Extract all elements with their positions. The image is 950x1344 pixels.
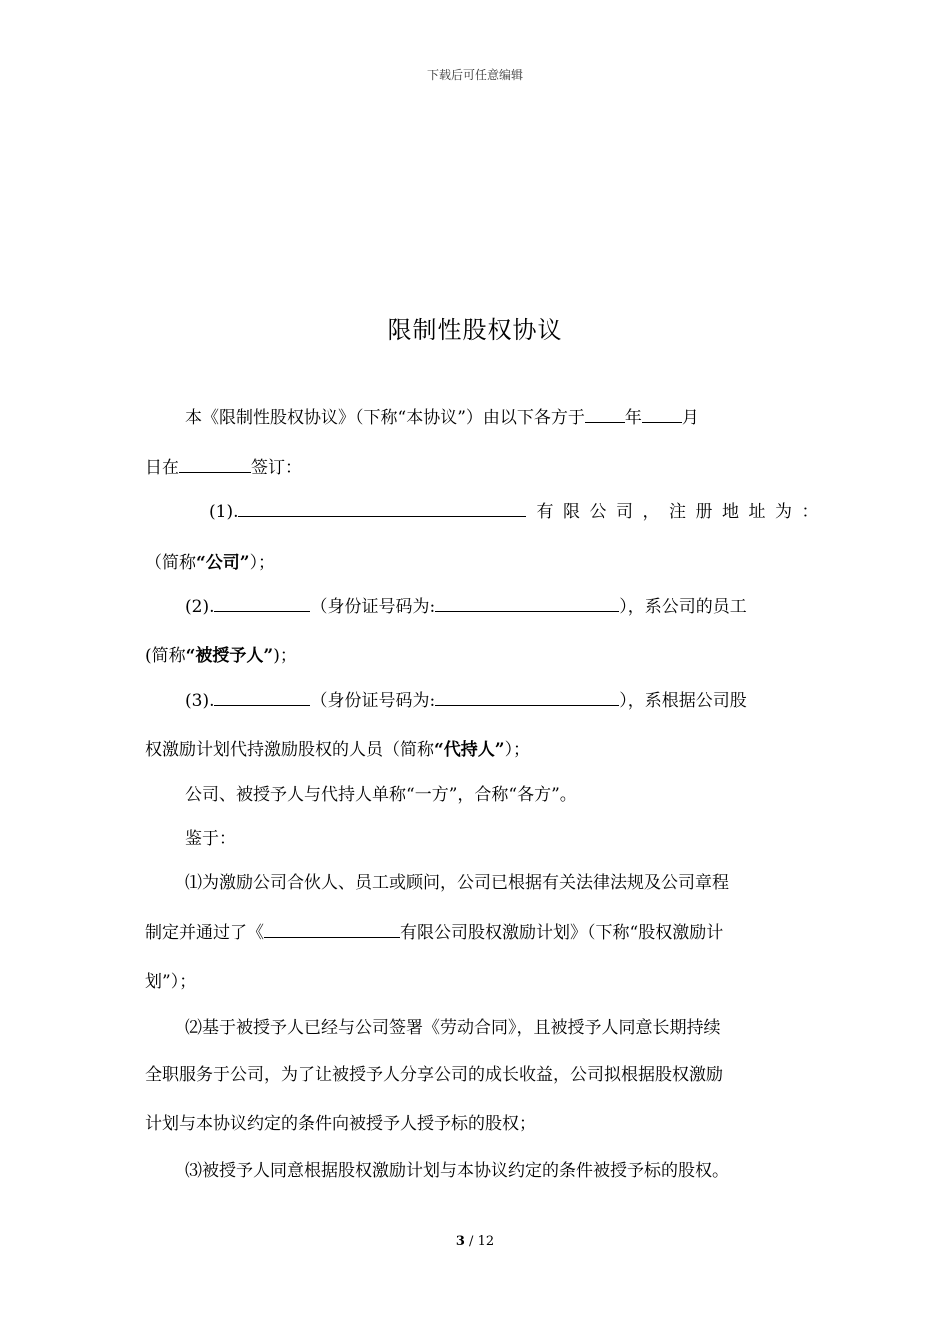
intro-text: 本《限制性股权协议》（下称“本协议”）由以下各方于: [185, 408, 585, 428]
holder-name-blank[interactable]: [214, 691, 310, 706]
party-3-abbr-suffix: ）；: [504, 740, 531, 760]
day-label: 日在: [145, 458, 179, 478]
whereas-1-text-b: 有限公司股权激励计划》（下称“股权激励计: [400, 923, 724, 943]
collective-definition: 公司、被授予人与代持人单称“一方”，合称“各方”。: [185, 785, 577, 805]
grantee-id-blank[interactable]: [435, 597, 619, 612]
current-page: 3: [455, 1234, 465, 1249]
year-label: 年: [624, 408, 642, 428]
whereas-1-line-3: 划”）；: [145, 972, 197, 992]
company-name-blank[interactable]: [238, 502, 526, 517]
party-3-line-1: [145, 686, 845, 711]
place-blank[interactable]: [179, 458, 251, 473]
signed-label: 签订：: [251, 458, 302, 478]
whereas-2-line-3: 计划与本协议约定的条件向被授予人授予标的股权；: [145, 1114, 536, 1134]
whereas-1-line-1: ⑴为激励公司合伙人、员工或顾问，公司已根据有关法律法规及公司章程: [185, 873, 729, 893]
plan-company-blank[interactable]: [264, 923, 400, 938]
document-title: 限制性股权协议: [387, 316, 563, 344]
party-1-text: 有限公司，注册地址为：: [536, 502, 828, 522]
party-2-abbr-suffix: )；: [273, 646, 297, 666]
holder-id-blank[interactable]: [435, 691, 619, 706]
party-1-abbr-suffix: ）；: [249, 553, 276, 573]
page-separator: /: [464, 1234, 478, 1249]
whereas-2-line-1: ⑵基于被授予人已经与公司签署《劳动合同》，且被授予人同意长期持续: [185, 1018, 721, 1038]
total-pages: 12: [477, 1234, 495, 1249]
whereas-2-line-2: 全职服务于公司，为了让被授予人分享公司的成长收益，公司拟根据股权激励: [145, 1065, 723, 1085]
month-label: 月: [681, 408, 699, 428]
intro-line-2: [145, 453, 805, 478]
party-3-number: (3).: [185, 691, 215, 711]
month-blank[interactable]: [642, 408, 682, 423]
whereas-1-text-a: 制定并通过了《: [145, 923, 264, 943]
party-3-abbr: “代持人”: [434, 740, 505, 760]
party-3-line-2: [145, 735, 805, 760]
whereas-label: 鉴于：: [185, 829, 236, 849]
party-2-id-label: （身份证号码为:: [310, 597, 436, 617]
party-2-abbr-prefix: (简称: [145, 646, 186, 666]
party-1-abbr-prefix: （简称: [145, 553, 196, 573]
year-blank[interactable]: [585, 408, 625, 423]
party-1-line-2: [145, 548, 805, 573]
party-1-line-1: [145, 497, 869, 522]
whereas-3-line-1: ⑶被授予人同意根据股权激励计划与本协议约定的条件被授予标的股权。: [185, 1161, 729, 1181]
party-1-abbr: “公司”: [196, 553, 250, 573]
page-number: [0, 1234, 950, 1249]
party-2-line-1: [145, 592, 845, 617]
whereas-1-line-2: [145, 918, 805, 943]
intro-line-1: [145, 403, 845, 428]
page-header: 下载后可任意编辑: [426, 68, 523, 82]
party-2-number: (2).: [185, 597, 215, 617]
party-3-abbr-prefix: 权激励计划代持激励股权的人员（简称: [145, 740, 434, 760]
party-2-tail: ），系公司的员工: [619, 597, 747, 617]
party-2-abbr: “被授予人”: [185, 646, 274, 666]
party-1-number: (1).: [209, 502, 239, 522]
party-2-line-2: [145, 641, 805, 666]
party-3-id-label: （身份证号码为:: [310, 691, 436, 711]
party-3-tail: ），系根据公司股: [619, 691, 747, 711]
grantee-name-blank[interactable]: [214, 597, 310, 612]
